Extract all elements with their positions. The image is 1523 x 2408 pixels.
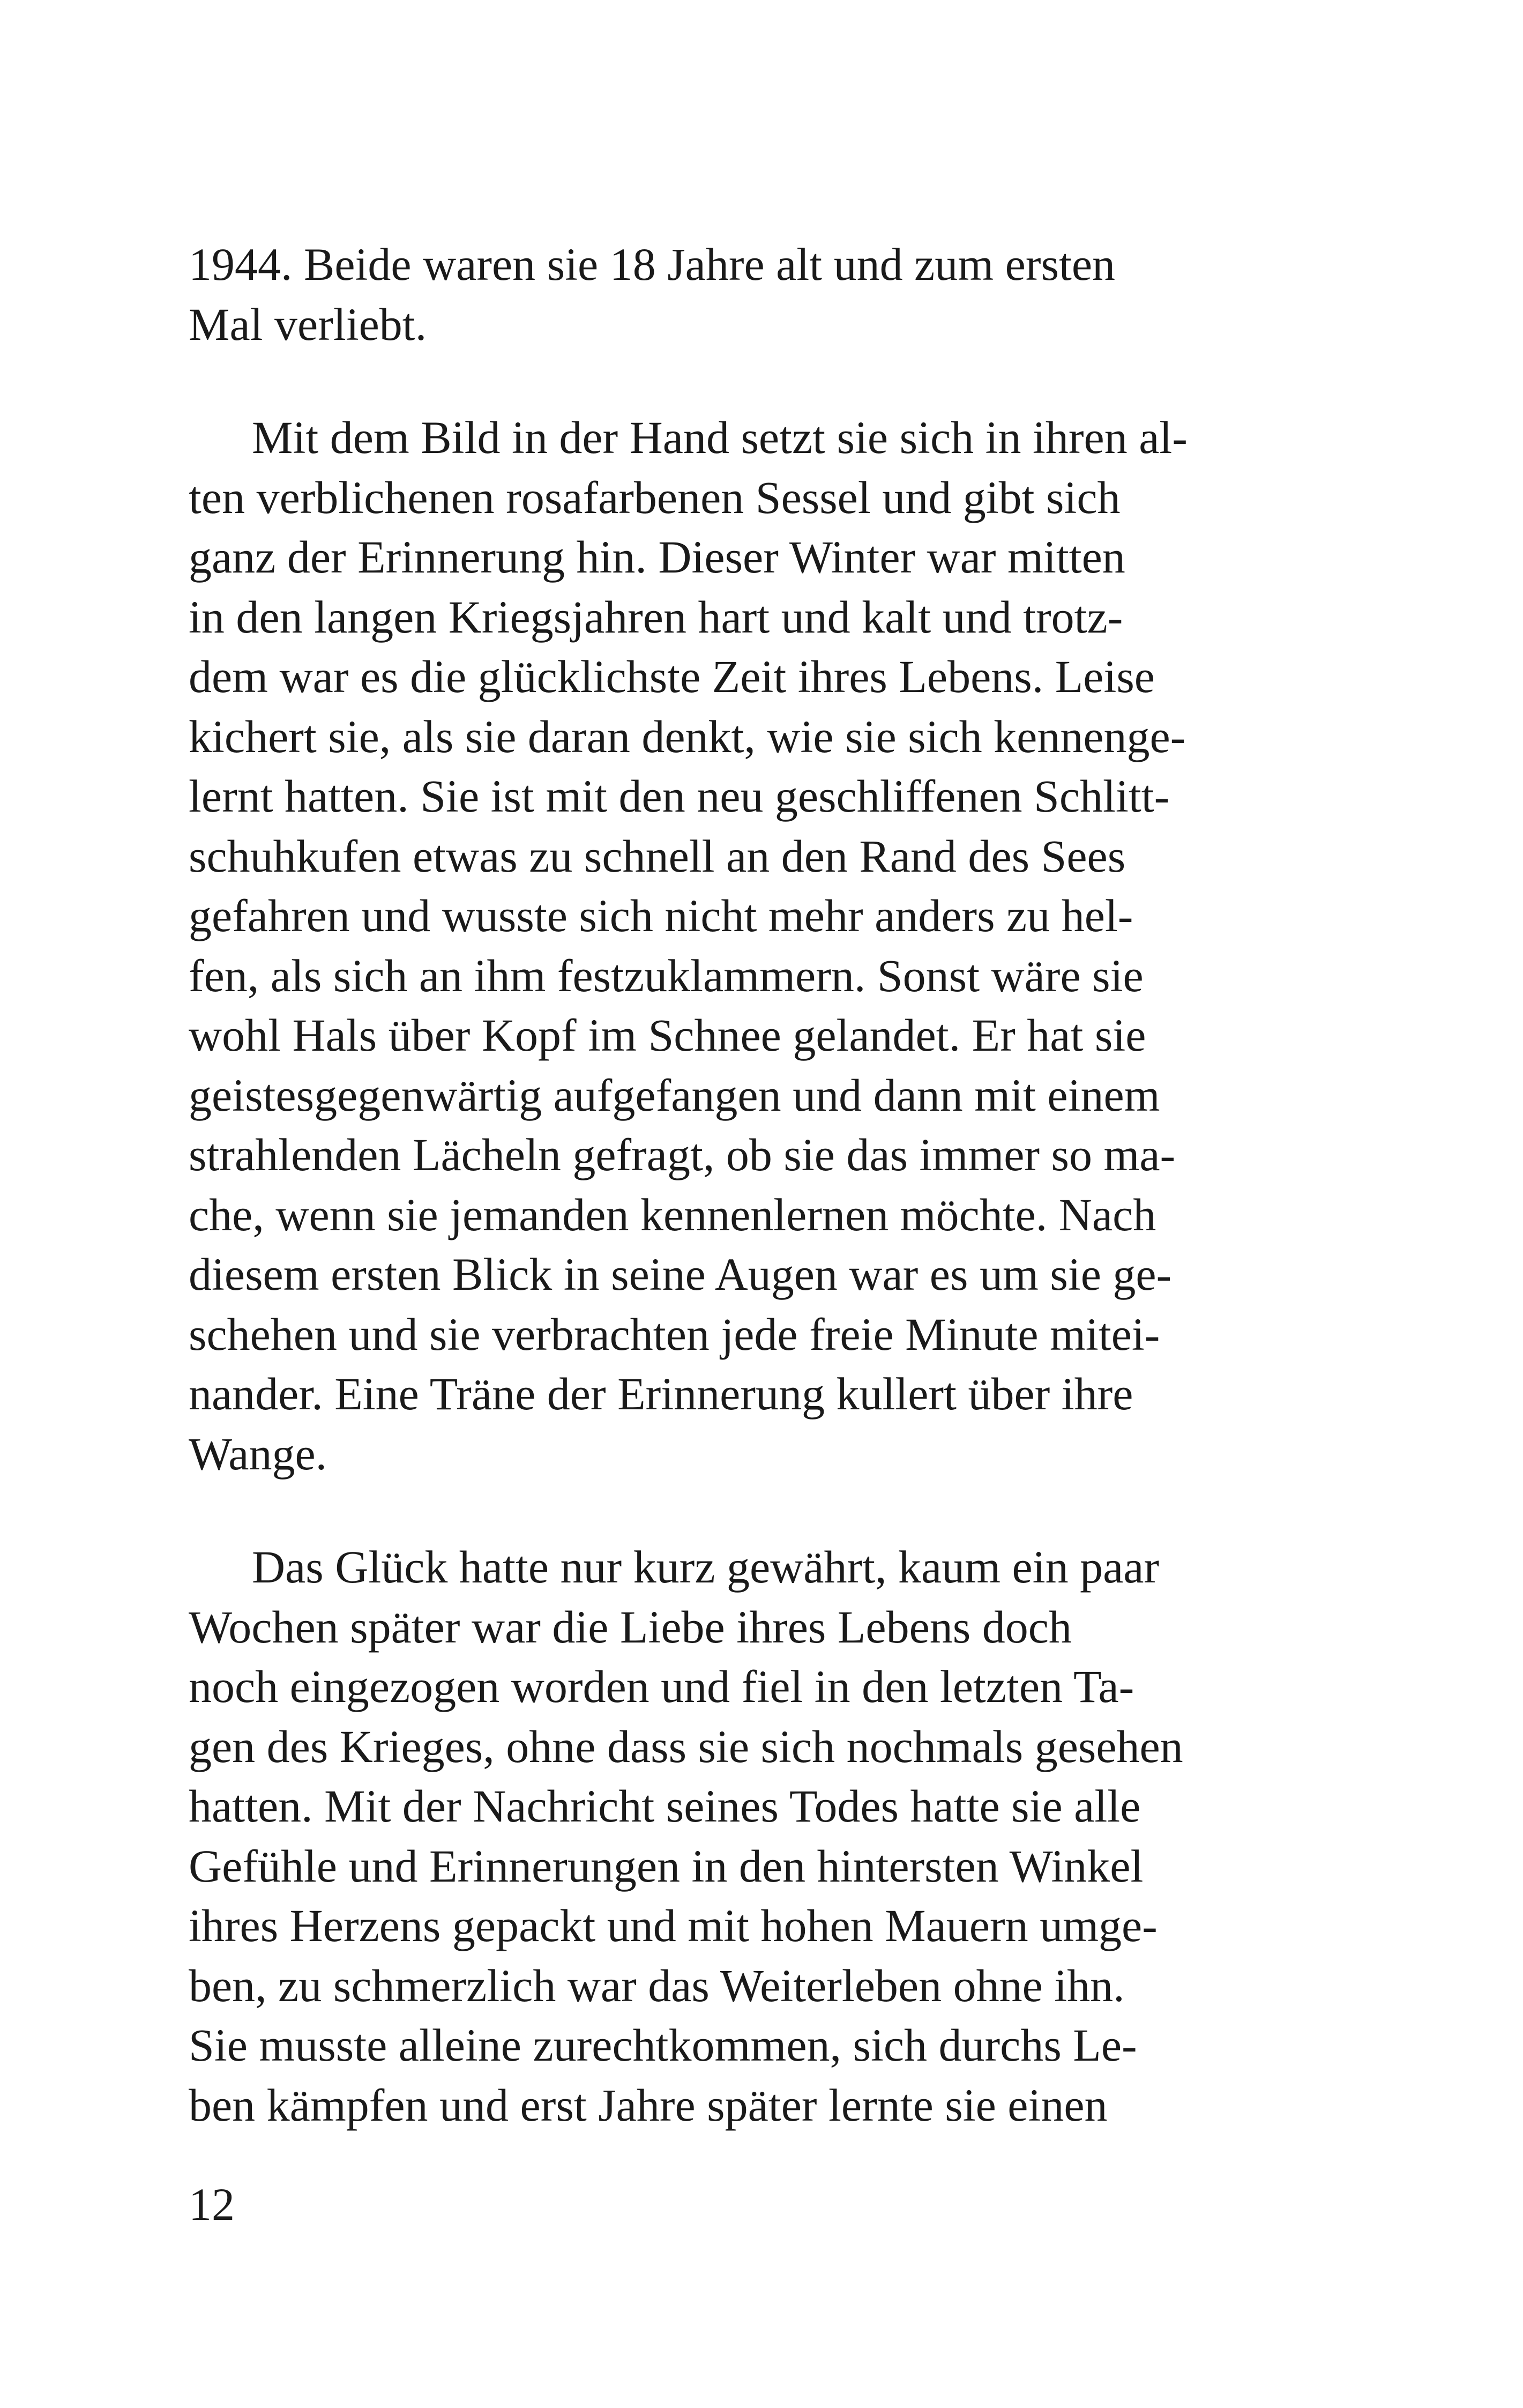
text-line: strahlenden Lächeln gefragt, ob sie das immer so ma- [189,1129,1176,1180]
text-line: che, wenn sie jemanden kennenlernen möchte. Nach [189,1188,1156,1240]
body-text [189,235,1314,2135]
text-line: geistesgegenwärtig aufgefangen und dann mit einem [189,1069,1160,1121]
text-line: ihres Herzens gepackt und mit hohen Mauern umge- [189,1900,1158,1951]
text-line: in den langen Kriegsjahren hart und kalt und trotz- [189,591,1123,643]
page-number: 12 [189,2179,235,2230]
text-line: Das Glück hatte nur kurz gewährt, kaum ein paar [252,1541,1160,1593]
text-line: ben, zu schmerzlich war das Weiterleben ohne ihn. [189,1959,1125,2011]
text-line: ganz der Erinnerung hin. Dieser Winter war mitten [189,531,1125,583]
text-line: gen des Krieges, ohne dass sie sich nochmals gesehen [189,1720,1183,1772]
text-line: ben kämpfen und erst Jahre später lernte sie einen [189,2079,1108,2131]
text-line: Mal verliebt. [189,298,427,350]
paragraph-gap [189,354,1314,408]
text-line: wohl Hals über Kopf im Schnee gelandet. Er hat sie [189,1009,1146,1061]
text-line: gefahren und wusste sich nicht mehr anders zu hel- [189,890,1133,941]
text-line: 1944. Beide waren sie 18 Jahre alt und zum ersten [189,239,1116,290]
text-line: diesem ersten Blick in seine Augen war es um sie ge- [189,1248,1172,1300]
text-line: nander. Eine Träne der Erinnerung kullert über ihre [189,1368,1133,1419]
text-line: schehen und sie verbrachten jede freie Minute mitei- [189,1308,1160,1360]
text-line: Wochen später war die Liebe ihres Lebens doch [189,1601,1072,1653]
paragraph-gap [189,1484,1314,1537]
text-line: kichert sie, als sie daran denkt, wie sie sich kennenge- [189,710,1186,762]
text-line: lernt hatten. Sie ist mit den neu geschliffenen Schlitt- [189,770,1170,822]
text-line: hatten. Mit der Nachricht seines Todes hatte sie alle [189,1780,1141,1832]
text-line: schuhkufen etwas zu schnell an den Rand des Sees [189,830,1126,882]
text-line: ten verblichenen rosafarbenen Sessel und gibt sich [189,471,1121,523]
text-line: Sie musste alleine zurechtkommen, sich durchs Le- [189,2019,1137,2071]
text-line: noch eingezogen worden und fiel in den letzten Ta- [189,1661,1134,1712]
text-line: Wange. [189,1428,327,1480]
text-line: Gefühle und Erinnerungen in den hintersten Winkel [189,1840,1144,1892]
text-line: fen, als sich an ihm festzuklammern. Sonst wäre sie [189,949,1144,1001]
text-line: dem war es die glücklichste Zeit ihres Lebens. Leise [189,651,1155,702]
text-line: Mit dem Bild in der Hand setzt sie sich in ihren al- [252,412,1188,463]
